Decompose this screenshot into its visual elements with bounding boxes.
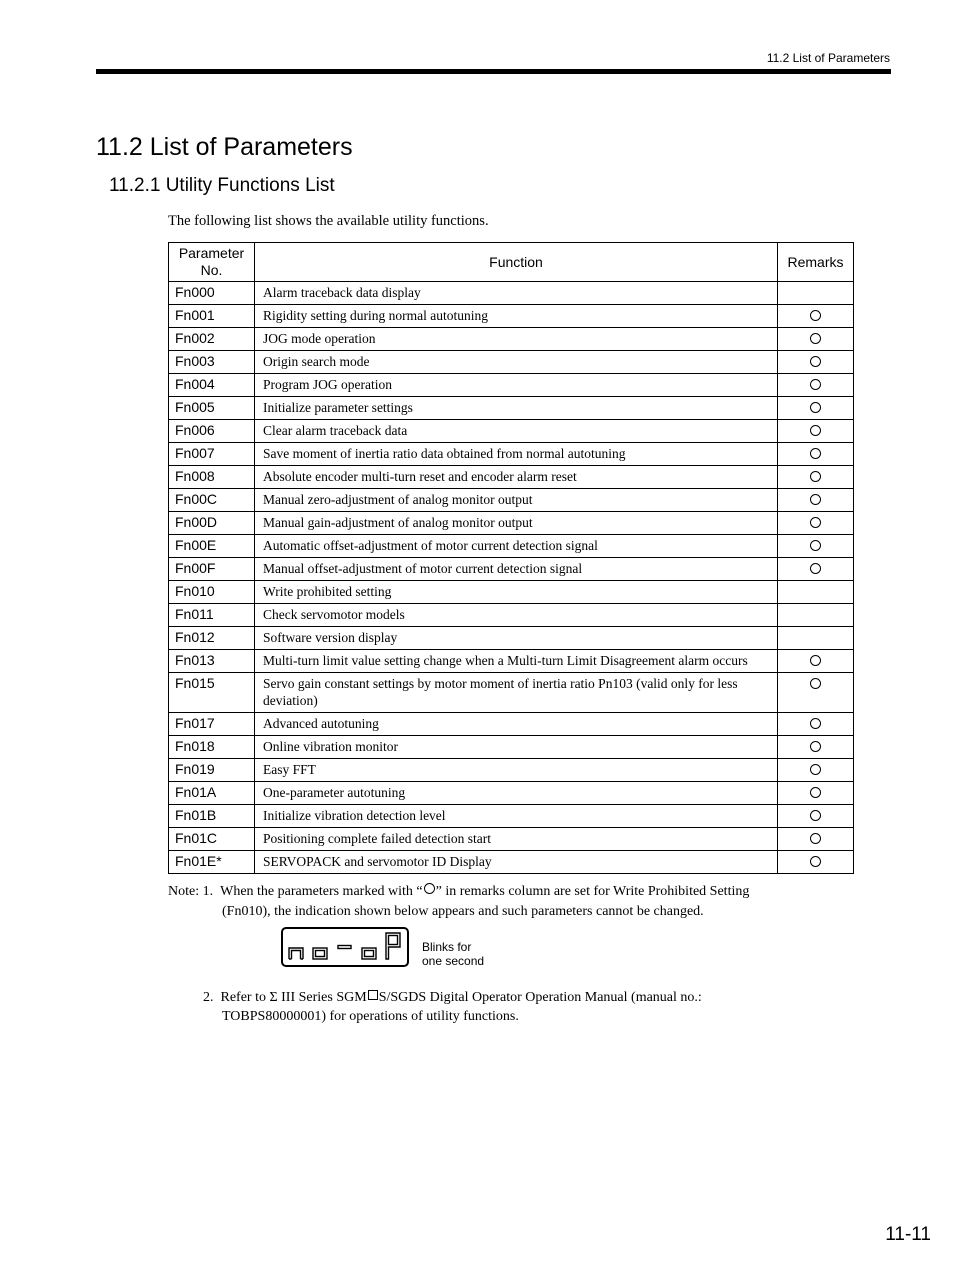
function-cell: Initialize vibration detection level [255, 805, 778, 828]
table-body [169, 282, 854, 874]
parameter-code-cell: Fn01E* [169, 851, 255, 874]
remarks-cell [778, 558, 854, 581]
table-row [169, 466, 854, 489]
blink-caption-line2: one second [422, 954, 485, 968]
parameter-code-cell: Fn000 [169, 282, 255, 305]
remarks-cell [778, 581, 854, 604]
parameter-code-cell: Fn008 [169, 466, 255, 489]
parameter-code-cell: Fn003 [169, 351, 255, 374]
note-2-text-part2: S/SGDS Digital Operator Operation Manual (manual no.: [378, 990, 702, 1005]
table-row [169, 851, 854, 874]
function-cell: Manual zero-adjustment of analog monitor output [255, 489, 778, 512]
note-2 [203, 988, 702, 1007]
function-cell: Rigidity setting during normal autotuning [255, 305, 778, 328]
parameter-code-cell: Fn019 [169, 759, 255, 782]
parameter-code-cell: Fn006 [169, 420, 255, 443]
remarks-cell [778, 851, 854, 874]
note-1-line2: (Fn010), the indication shown below appears and such parameters cannot be changed. [222, 904, 704, 919]
remarks-cell [778, 420, 854, 443]
function-cell: Check servomotor models [255, 604, 778, 627]
parameter-code-cell: Fn018 [169, 736, 255, 759]
function-cell: Program JOG operation [255, 374, 778, 397]
remarks-cell [778, 374, 854, 397]
page-number: 11-11 [885, 1224, 931, 1245]
parameter-code-cell: Fn01A [169, 782, 255, 805]
running-header: 11.2 List of Parameters [766, 51, 890, 65]
table-row [169, 828, 854, 851]
table-row [169, 673, 854, 713]
note-1 [168, 882, 749, 901]
remarks-cell [778, 782, 854, 805]
remarks-cell [778, 805, 854, 828]
parameter-code-cell: Fn007 [169, 443, 255, 466]
circle-mark-icon [810, 494, 821, 505]
table-row [169, 650, 854, 673]
table-row [169, 374, 854, 397]
note-2-label: 2. [203, 990, 214, 1005]
circle-mark-icon [810, 356, 821, 367]
parameter-code-cell: Fn002 [169, 328, 255, 351]
table-row [169, 581, 854, 604]
column-header-remarks: Remarks [778, 243, 854, 282]
remarks-cell [778, 443, 854, 466]
function-cell: Multi-turn limit value setting change when a Multi-turn Limit Disagreement alarm occurs [255, 650, 778, 673]
table-row [169, 535, 854, 558]
function-cell: Positioning complete failed detection start [255, 828, 778, 851]
parameter-code-cell: Fn01C [169, 828, 255, 851]
parameter-code-cell: Fn001 [169, 305, 255, 328]
function-cell: Easy FFT [255, 759, 778, 782]
parameter-code-cell: Fn01B [169, 805, 255, 828]
remarks-cell [778, 604, 854, 627]
table-row [169, 558, 854, 581]
circle-mark-icon [810, 563, 821, 574]
table-row [169, 305, 854, 328]
remarks-cell [778, 759, 854, 782]
table-row [169, 713, 854, 736]
circle-mark-icon [810, 517, 821, 528]
remarks-cell [778, 305, 854, 328]
subsection-title: 11.2.1 Utility Functions List [109, 175, 335, 196]
circle-mark-icon [810, 655, 821, 666]
intro-text: The following list shows the available utility functions. [168, 213, 489, 229]
table-row [169, 443, 854, 466]
column-header-parameter-no: Parameter No. [169, 243, 255, 282]
circle-mark-icon [810, 540, 821, 551]
remarks-cell [778, 673, 854, 713]
parameter-code-cell: Fn00E [169, 535, 255, 558]
note-2-text-part1: Refer to Σ III Series SGM [220, 990, 367, 1005]
note-1-label: Note: 1. [168, 884, 214, 899]
circle-mark-icon [810, 448, 821, 459]
parameter-code-cell: Fn017 [169, 713, 255, 736]
table-row [169, 759, 854, 782]
remarks-cell [778, 282, 854, 305]
function-cell: Servo gain constant settings by motor moment of inertia ratio Pn103 (valid only for less deviation) [255, 673, 778, 713]
circle-mark-icon [810, 678, 821, 689]
circle-mark-icon [810, 425, 821, 436]
circle-mark-icon [810, 310, 821, 321]
table-row [169, 512, 854, 535]
circle-mark-icon [810, 764, 821, 775]
table-row [169, 489, 854, 512]
remarks-cell [778, 512, 854, 535]
function-cell: Manual gain-adjustment of analog monitor output [255, 512, 778, 535]
function-cell: Alarm traceback data display [255, 282, 778, 305]
box-symbol-icon [368, 990, 378, 1000]
function-cell: Automatic offset-adjustment of motor current detection signal [255, 535, 778, 558]
remarks-cell [778, 466, 854, 489]
circle-mark-icon [810, 333, 821, 344]
parameter-code-cell: Fn012 [169, 627, 255, 650]
remarks-cell [778, 828, 854, 851]
table-header-row [169, 243, 854, 282]
remarks-cell [778, 650, 854, 673]
parameter-code-cell: Fn010 [169, 581, 255, 604]
circle-mark-icon [810, 856, 821, 867]
function-cell: JOG mode operation [255, 328, 778, 351]
function-cell: SERVOPACK and servomotor ID Display [255, 851, 778, 874]
circle-mark-icon [424, 883, 435, 894]
remarks-cell [778, 351, 854, 374]
section-title: 11.2 List of Parameters [96, 133, 353, 161]
table-row [169, 604, 854, 627]
remarks-cell [778, 627, 854, 650]
circle-mark-icon [810, 833, 821, 844]
remarks-cell [778, 713, 854, 736]
function-cell: Origin search mode [255, 351, 778, 374]
function-cell: Write prohibited setting [255, 581, 778, 604]
circle-mark-icon [810, 379, 821, 390]
circle-mark-icon [810, 787, 821, 798]
table-row [169, 397, 854, 420]
note-1-text-part2: ” in remarks column are set for Write Prohibited Setting [435, 884, 750, 899]
function-cell: One-parameter autotuning [255, 782, 778, 805]
circle-mark-icon [810, 402, 821, 413]
remarks-cell [778, 736, 854, 759]
circle-mark-icon [810, 810, 821, 821]
remarks-cell [778, 328, 854, 351]
circle-mark-icon [810, 741, 821, 752]
table-row [169, 805, 854, 828]
note-2-line2: TOBPS80000001) for operations of utility functions. [222, 1009, 519, 1024]
function-cell: Software version display [255, 627, 778, 650]
function-cell: Clear alarm traceback data [255, 420, 778, 443]
parameter-code-cell: Fn015 [169, 673, 255, 713]
circle-mark-icon [810, 718, 821, 729]
table-row [169, 782, 854, 805]
remarks-cell [778, 397, 854, 420]
parameter-code-cell: Fn004 [169, 374, 255, 397]
blink-caption [422, 940, 484, 968]
parameter-code-cell: Fn00F [169, 558, 255, 581]
note-1-text-part1: When the parameters marked with “ [220, 884, 423, 899]
table-row [169, 627, 854, 650]
function-cell: Initialize parameter settings [255, 397, 778, 420]
table-row [169, 420, 854, 443]
column-header-function: Function [255, 243, 778, 282]
remarks-cell [778, 489, 854, 512]
parameter-code-cell: Fn00D [169, 512, 255, 535]
parameter-code-cell: Fn00C [169, 489, 255, 512]
blink-caption-line1: Blinks for [422, 940, 472, 954]
circle-mark-icon [810, 471, 821, 482]
function-cell: Absolute encoder multi-turn reset and encoder alarm reset [255, 466, 778, 489]
parameter-code-cell: Fn011 [169, 604, 255, 627]
function-cell: Save moment of inertia ratio data obtained from normal autotuning [255, 443, 778, 466]
function-cell: Online vibration monitor [255, 736, 778, 759]
remarks-cell [778, 535, 854, 558]
table-row [169, 351, 854, 374]
utility-functions-table [168, 242, 854, 874]
function-cell: Advanced autotuning [255, 713, 778, 736]
table-row [169, 736, 854, 759]
table-row [169, 328, 854, 351]
header-rule [96, 69, 891, 74]
seven-segment-display [281, 927, 409, 967]
table-row [169, 282, 854, 305]
parameter-code-cell: Fn013 [169, 650, 255, 673]
function-cell: Manual offset-adjustment of motor current detection signal [255, 558, 778, 581]
parameter-code-cell: Fn005 [169, 397, 255, 420]
